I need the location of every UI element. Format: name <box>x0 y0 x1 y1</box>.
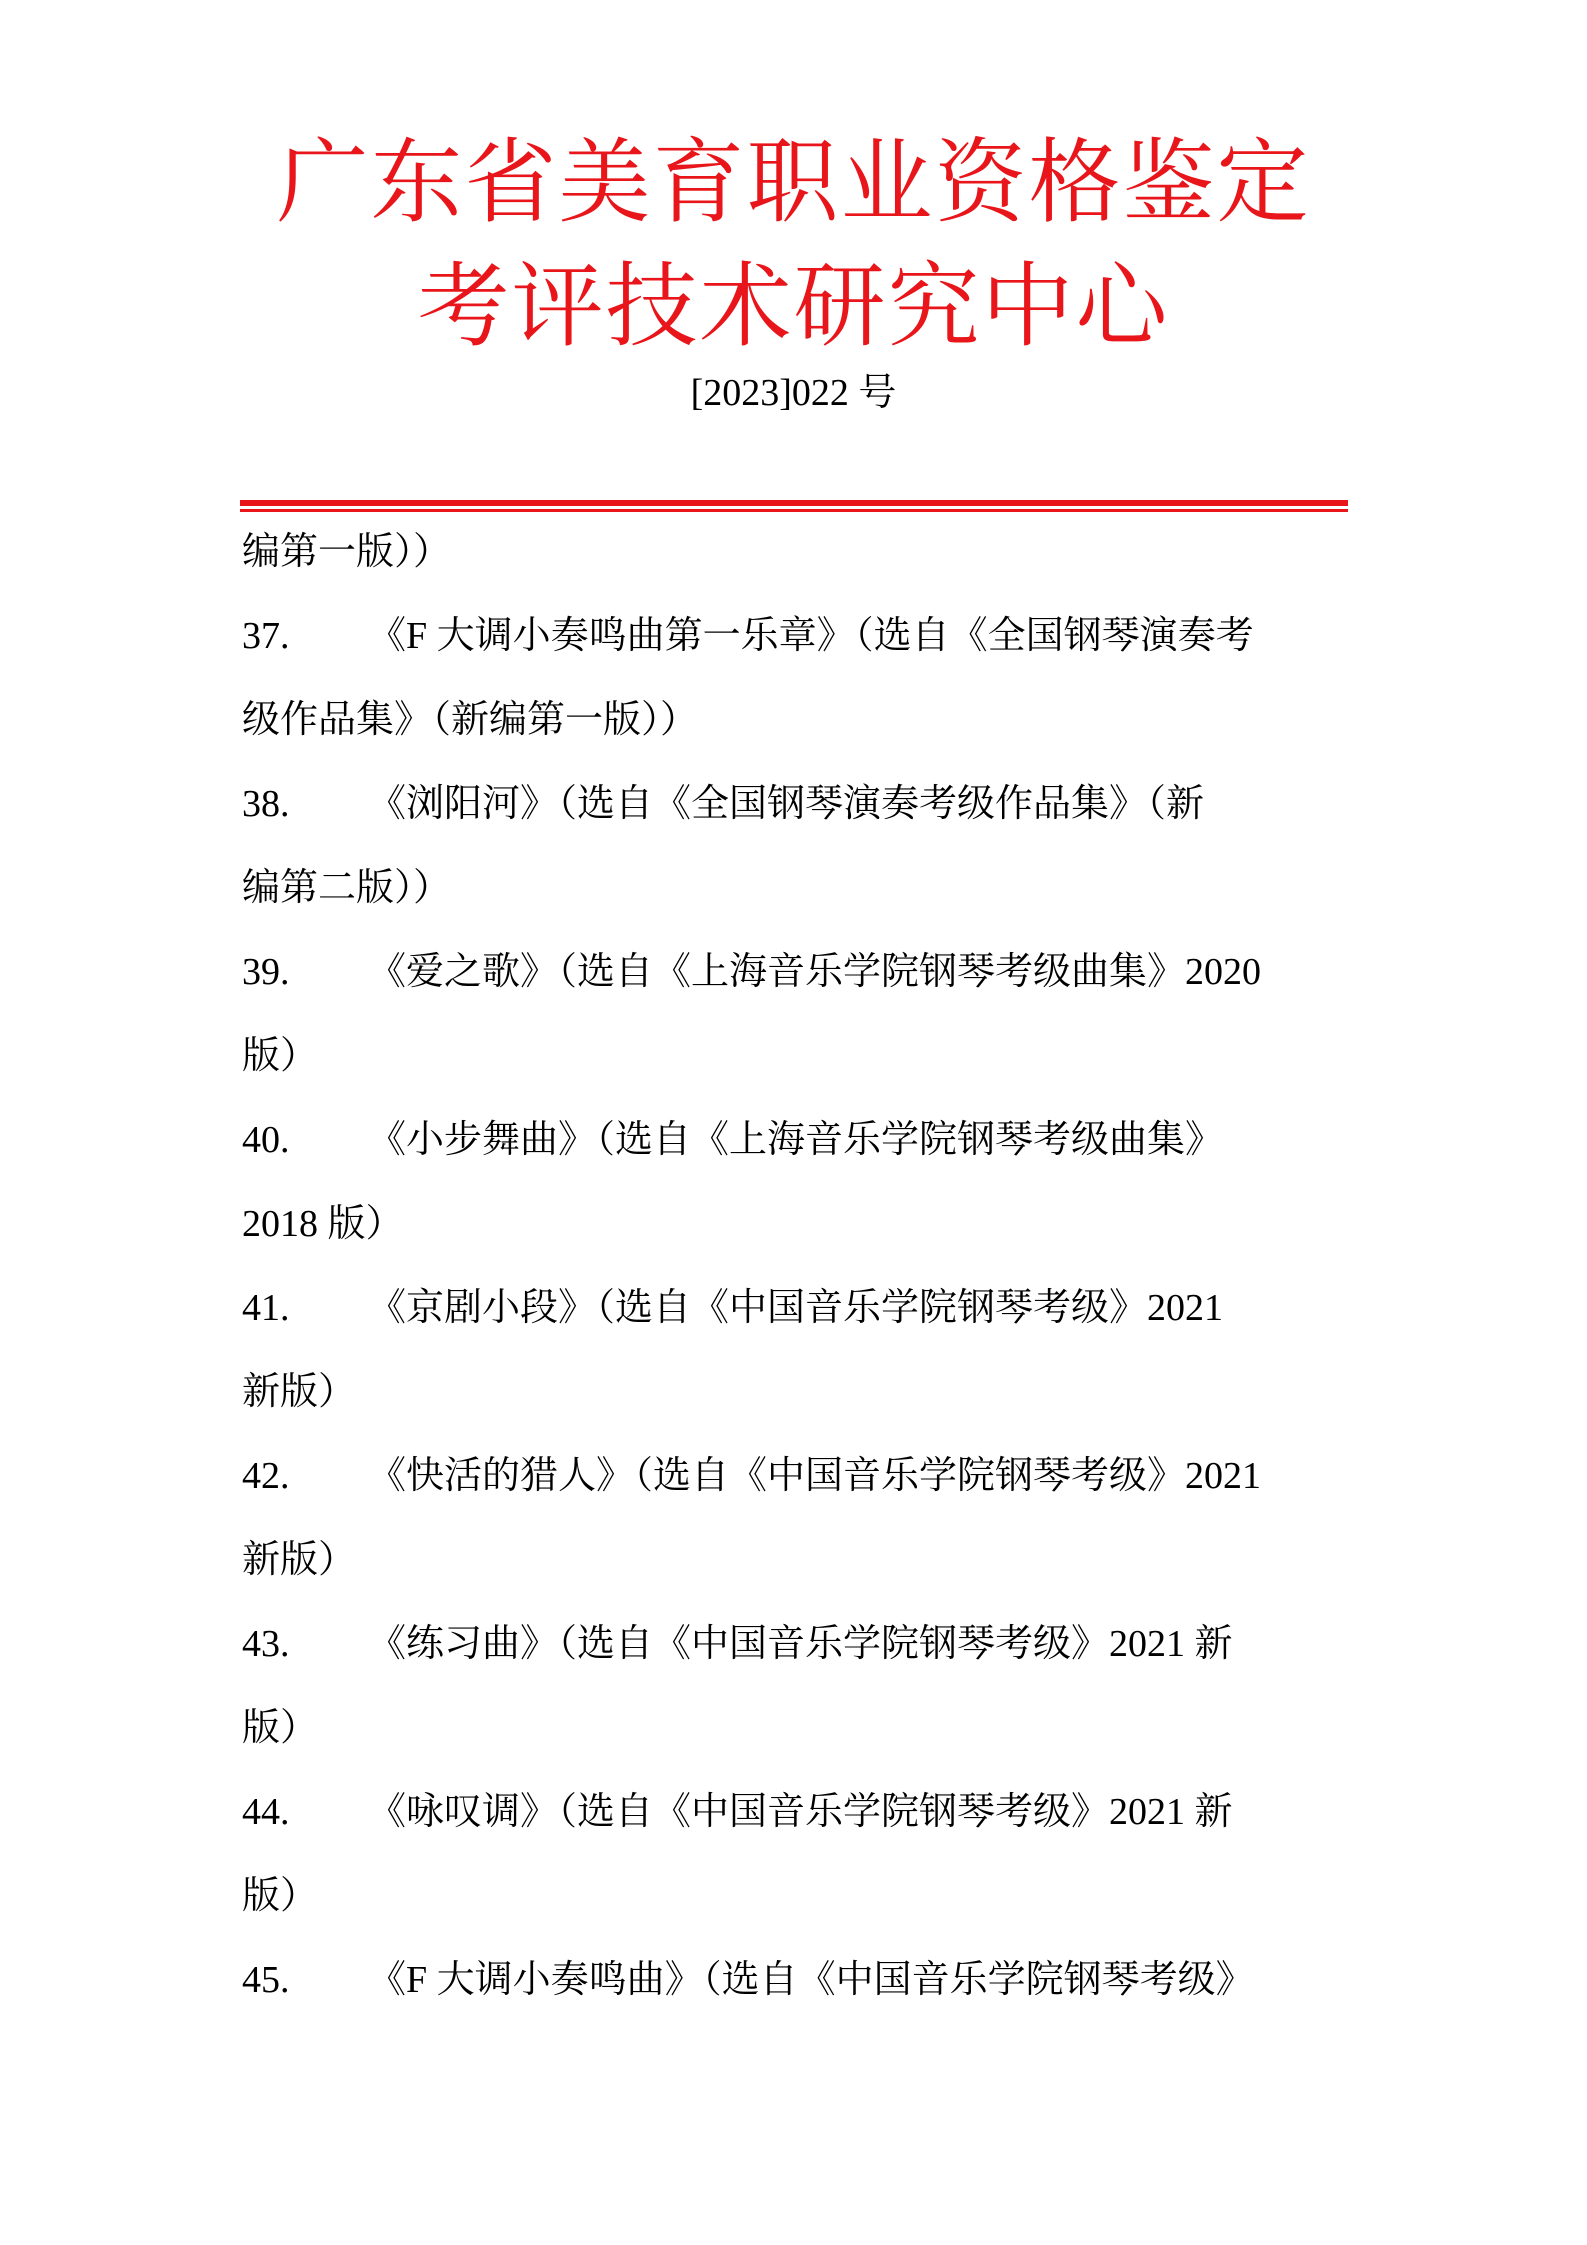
item-number: 41. <box>242 1287 290 1329</box>
item-number: 37. <box>242 615 290 657</box>
list-item-wrap: 新版） <box>242 1371 357 1413</box>
continuation-line: 编第一版）） <box>242 531 452 573</box>
item-text: 《浏阳河》（选自《全国钢琴演奏考级作品集》（新 <box>368 783 1205 825</box>
item-number: 40. <box>242 1119 290 1161</box>
document-body <box>242 522 1352 2034</box>
list-item-wrap: 版） <box>242 1875 319 1917</box>
item-text: 《小步舞曲》（选自《上海音乐学院钢琴考级曲集》 <box>368 1119 1224 1161</box>
list-item <box>242 606 1352 690</box>
list-item <box>242 1614 1352 1698</box>
item-text: 《爱之歌》（选自《上海音乐学院钢琴考级曲集》2020 <box>368 951 1262 993</box>
list-item <box>242 1782 1352 1866</box>
list-item <box>242 1110 1352 1194</box>
item-text: 《F 大调小奏鸣曲》（选自《中国音乐学院钢琴考级》 <box>368 1959 1254 2001</box>
item-text: 《练习曲》（选自《中国音乐学院钢琴考级》2021 新 <box>368 1623 1233 1665</box>
list-item <box>242 942 1352 1026</box>
item-text: 《快活的猎人》（选自《中国音乐学院钢琴考级》2021 <box>368 1455 1262 1497</box>
item-number: 44. <box>242 1791 290 1833</box>
item-text: 《咏叹调》（选自《中国音乐学院钢琴考级》2021 新 <box>368 1791 1233 1833</box>
item-number: 45. <box>242 1959 290 2001</box>
list-item-wrap: 2018 版） <box>242 1203 404 1245</box>
list-item-wrap: 级作品集》（新编第一版）） <box>242 699 699 741</box>
header-divider-thick <box>240 500 1348 506</box>
list-item <box>242 1446 1352 1530</box>
item-text: 《京剧小段》（选自《中国音乐学院钢琴考级》2021 <box>368 1287 1224 1329</box>
org-title-line1: 广东省美育职业资格鉴定 <box>276 129 1311 236</box>
list-item <box>242 774 1352 858</box>
list-item-wrap: 版） <box>242 1035 319 1077</box>
header-divider-thin <box>240 509 1348 512</box>
item-number: 42. <box>242 1455 290 1497</box>
item-number: 39. <box>242 951 290 993</box>
item-number: 38. <box>242 783 290 825</box>
list-item-wrap: 版） <box>242 1707 319 1749</box>
list-item <box>242 1278 1352 1362</box>
item-text: 《F 大调小奏鸣曲第一乐章》（选自《全国钢琴演奏考 <box>368 615 1254 657</box>
list-item <box>242 1950 1352 2034</box>
item-number: 43. <box>242 1623 290 1665</box>
org-title-line2: 考评技术研究中心 <box>417 253 1170 360</box>
list-item-wrap: 新版） <box>242 1539 357 1581</box>
document-number: [2023]022 号 <box>690 372 897 414</box>
list-item-wrap: 编第二版）） <box>242 867 452 909</box>
